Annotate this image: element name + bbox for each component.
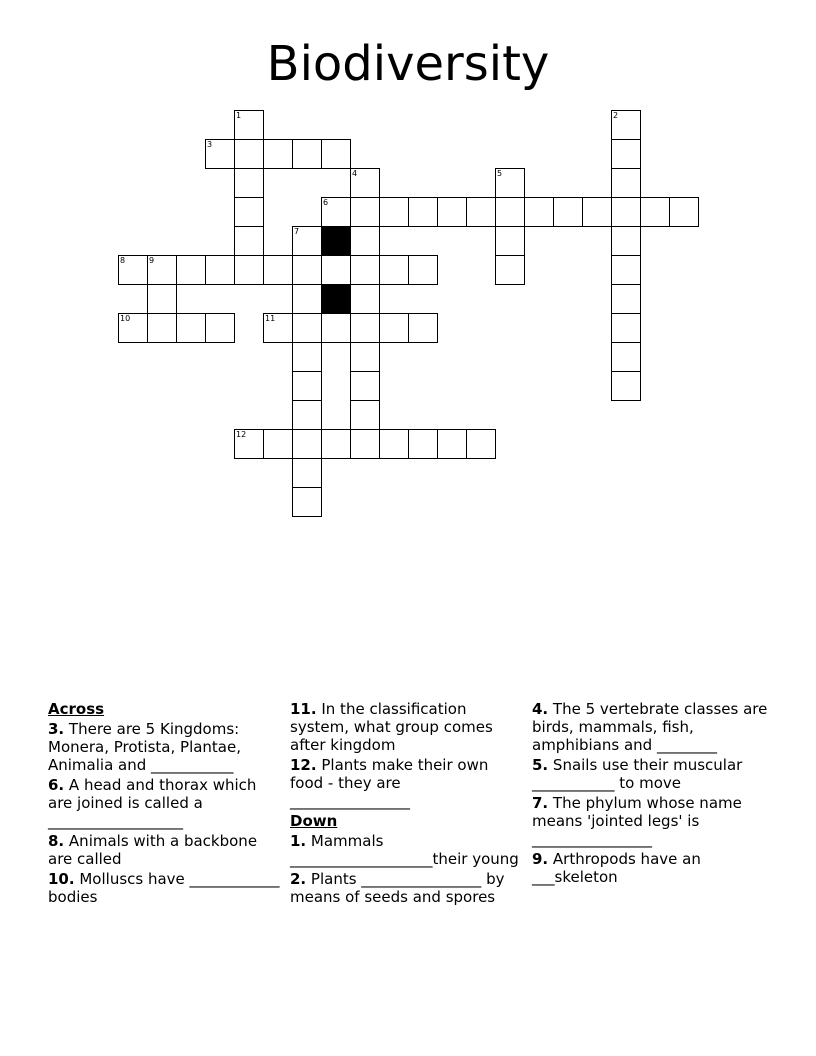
grid-cell[interactable] [263, 313, 293, 343]
down-clue-2: 2. Plants ________________ by means of seeds and spores [290, 870, 505, 906]
grid-cell[interactable] [437, 429, 467, 459]
grid-cell[interactable] [379, 429, 409, 459]
grid-cell[interactable] [611, 197, 641, 227]
grid-cell[interactable] [611, 371, 641, 401]
grid-cell[interactable] [669, 197, 699, 227]
grid-cell[interactable] [350, 226, 380, 256]
grid-cell[interactable] [176, 255, 206, 285]
clue-number: 6 [323, 198, 329, 207]
grid-cell[interactable] [205, 313, 235, 343]
grid-cell[interactable] [350, 197, 380, 227]
grid-cell[interactable] [234, 139, 264, 169]
grid-cell[interactable] [205, 139, 235, 169]
clue-number: 8 [120, 256, 126, 265]
grid-cell[interactable] [495, 168, 525, 198]
grid-cell[interactable] [292, 487, 322, 517]
grid-cell[interactable] [234, 226, 264, 256]
grid-cell[interactable] [379, 313, 409, 343]
grid-cell[interactable] [495, 255, 525, 285]
clue-number: 1 [236, 111, 242, 120]
page-title: Biodiversity [266, 36, 550, 92]
across-clue-3: 3. There are 5 Kingdoms: Monera, Protista, Plantae, Animalia and ___________ [48, 720, 242, 774]
grid-cell[interactable] [611, 110, 641, 140]
grid-cell[interactable] [292, 400, 322, 430]
grid-cell[interactable] [611, 255, 641, 285]
grid-cell[interactable] [292, 226, 322, 256]
grid-cell[interactable] [582, 197, 612, 227]
grid-cell[interactable] [292, 458, 322, 488]
clue-number: 4 [352, 169, 358, 178]
down-heading: Down [290, 812, 338, 830]
grid-cell[interactable] [147, 255, 177, 285]
clue-number: 10 [120, 314, 131, 323]
grid-cell[interactable] [263, 429, 293, 459]
grid-cell[interactable] [611, 226, 641, 256]
down-clue-9: 9. Arthropods have an ___skeleton [532, 850, 701, 886]
grid-cell[interactable] [350, 342, 380, 372]
grid-cell[interactable] [292, 284, 322, 314]
clues-column-2 [290, 700, 524, 908]
grid-cell[interactable] [379, 197, 409, 227]
grid-cell[interactable] [495, 226, 525, 256]
grid-cell[interactable] [118, 255, 148, 285]
grid-cell[interactable] [292, 255, 322, 285]
across-clue-12: 12. Plants make their own food - they are ________________ [290, 756, 489, 810]
grid-cell[interactable] [611, 313, 641, 343]
clue-number: 9 [149, 256, 155, 265]
across-clue-10: 10. Molluscs have ____________ bodies [48, 870, 280, 906]
clue-number: 11 [265, 314, 276, 323]
grid-cell[interactable] [611, 139, 641, 169]
grid-cell[interactable] [205, 255, 235, 285]
grid-cell[interactable] [611, 168, 641, 198]
clue-number: 7 [294, 227, 300, 236]
grid-cell[interactable] [379, 255, 409, 285]
grid-cell[interactable] [263, 139, 293, 169]
grid-cell[interactable] [611, 342, 641, 372]
grid-cell[interactable] [292, 429, 322, 459]
grid-cell[interactable] [437, 197, 467, 227]
grid-cell[interactable] [234, 255, 264, 285]
grid-cell[interactable] [147, 284, 177, 314]
across-clue-8: 8. Animals with a backbone are called [48, 832, 258, 868]
grid-cell[interactable] [147, 313, 177, 343]
down-clue-5: 5. Snails use their muscular ___________ to move [532, 756, 743, 792]
grid-cell[interactable] [350, 371, 380, 401]
grid-cell[interactable] [321, 197, 351, 227]
grid-cell[interactable] [234, 168, 264, 198]
grid-cell[interactable] [408, 255, 438, 285]
across-clue-11: 11. In the classification system, what group comes after kingdom [290, 700, 493, 754]
clue-number: 12 [236, 430, 247, 439]
grid-cell[interactable] [234, 197, 264, 227]
grid-block [321, 226, 351, 256]
grid-cell[interactable] [640, 197, 670, 227]
clues-column-1 [48, 700, 284, 908]
grid-cell[interactable] [292, 371, 322, 401]
grid-cell[interactable] [466, 197, 496, 227]
grid-cell[interactable] [350, 400, 380, 430]
grid-cell[interactable] [292, 139, 322, 169]
grid-cell[interactable] [234, 110, 264, 140]
grid-cell[interactable] [350, 429, 380, 459]
across-clue-6: 6. A head and thorax which are joined is called a __________________ [48, 776, 257, 830]
grid-cell[interactable] [292, 313, 322, 343]
down-clue-1: 1. Mammals ___________________their young [290, 832, 519, 868]
grid-cell[interactable] [495, 197, 525, 227]
grid-cell[interactable] [321, 429, 351, 459]
down-clue-7: 7. The phylum whose name means 'jointed legs' is ________________ [532, 794, 742, 848]
grid-cell[interactable] [408, 429, 438, 459]
clues-column-3 [532, 700, 772, 888]
grid-cell[interactable] [350, 284, 380, 314]
down-clue-4: 4. The 5 vertebrate classes are birds, mammals, fish, amphibians and ________ [532, 700, 768, 754]
clue-number: 2 [613, 111, 619, 120]
grid-cell[interactable] [321, 255, 351, 285]
grid-cell[interactable] [408, 313, 438, 343]
grid-cell[interactable] [524, 197, 554, 227]
grid-cell[interactable] [321, 139, 351, 169]
across-heading: Across [48, 700, 105, 718]
grid-cell[interactable] [553, 197, 583, 227]
grid-cell[interactable] [350, 255, 380, 285]
grid-cell[interactable] [611, 284, 641, 314]
grid-cell[interactable] [350, 313, 380, 343]
grid-cell[interactable] [292, 342, 322, 372]
grid-cell[interactable] [466, 429, 496, 459]
clue-number: 5 [497, 169, 503, 178]
grid-cell[interactable] [176, 313, 206, 343]
grid-block [321, 284, 351, 314]
clue-number: 3 [207, 140, 213, 149]
grid-cell[interactable] [321, 313, 351, 343]
grid-cell[interactable] [118, 313, 148, 343]
grid-cell[interactable] [234, 429, 264, 459]
grid-cell[interactable] [408, 197, 438, 227]
grid-cell[interactable] [350, 168, 380, 198]
grid-cell[interactable] [263, 255, 293, 285]
